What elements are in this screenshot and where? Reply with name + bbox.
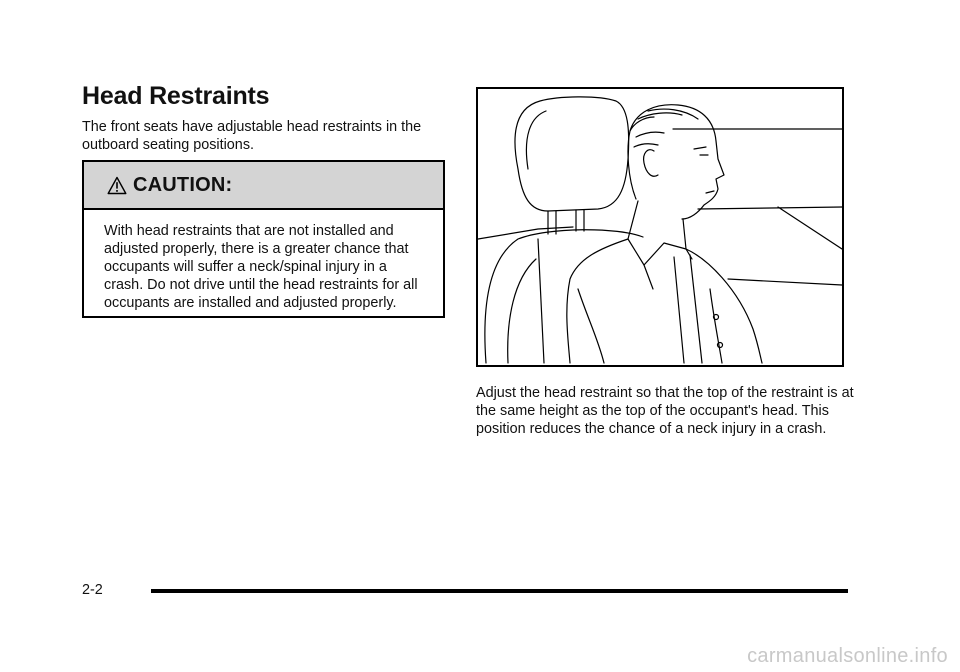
caution-header xyxy=(84,162,443,210)
caution-title: CAUTION: xyxy=(133,173,233,196)
figure-caption: Adjust the head restraint so that the top of the restraint is at the same height as the top of the occupant's head. This position reduces the chance of a neck injury in a crash. xyxy=(476,385,854,437)
caution-box xyxy=(82,160,445,318)
page-number: 2-2 xyxy=(82,582,103,598)
footer-rule xyxy=(151,589,848,593)
caution-text: With head restraints that are not installed and adjusted properly, there is a greater chance that occupants will suffer a neck/spinal injury in a crash. Do not drive until the head restraints for all occupants are installed and adjusted properly. xyxy=(104,223,418,311)
watermark: carmanualsonline.info xyxy=(747,645,948,667)
page-title: Head Restraints xyxy=(82,82,270,110)
intro-paragraph: The front seats have adjustable head restraints in the outboard seating positions. xyxy=(82,119,422,153)
head-restraint-illustration xyxy=(476,87,844,367)
warning-triangle-icon xyxy=(107,176,127,195)
